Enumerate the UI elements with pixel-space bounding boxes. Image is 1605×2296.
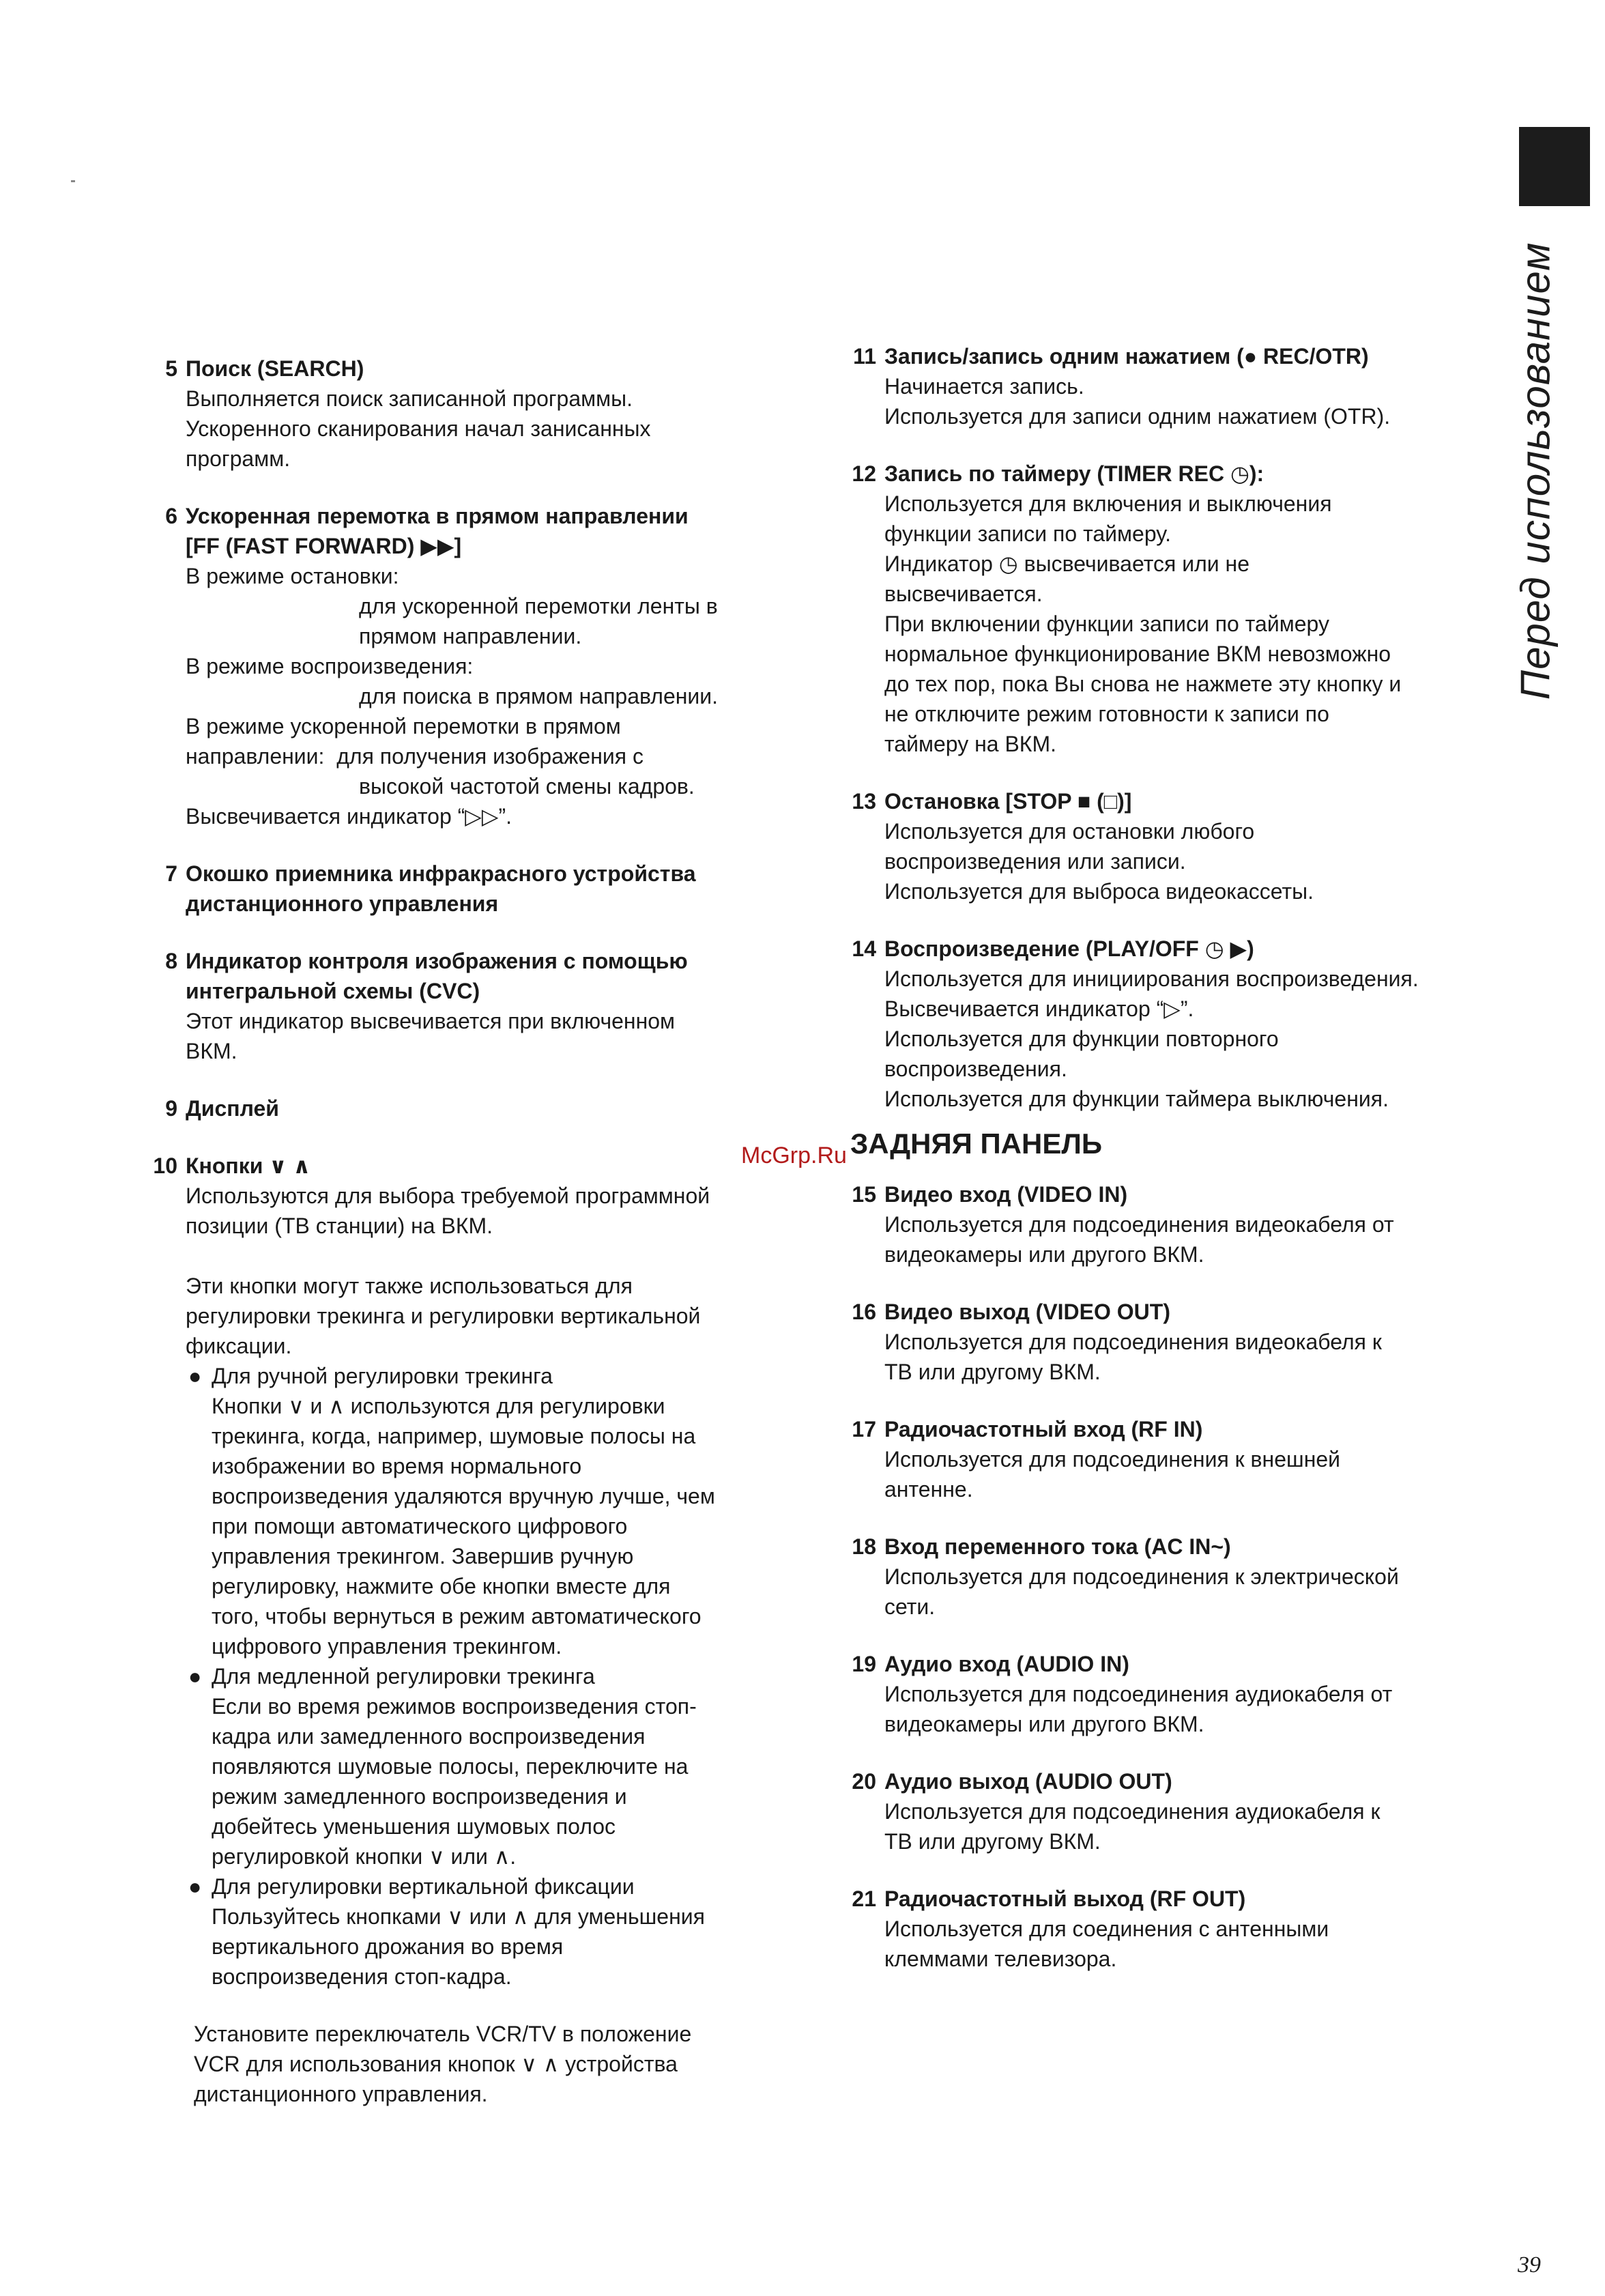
item-number: 8 [165, 949, 177, 973]
item-number: 10 [153, 1153, 177, 1178]
item-text: ВКМ. [186, 1039, 237, 1063]
item-text: программ. [186, 446, 291, 471]
item-heading: Радиочастотный вход (RF IN) [884, 1417, 1203, 1441]
item-heading: Ускоренная перемотка в прямом направлении [186, 504, 689, 528]
item-text: В режиме ускоренной перемотки в прямом [186, 714, 621, 738]
item-text: Используется для инициирования воспроизведения. [884, 966, 1419, 991]
item-text: высвечивается. [884, 582, 1043, 606]
item-10 [143, 1151, 812, 1992]
bullet-dot: ● [188, 1664, 202, 1689]
item-text: Высвечивается индикатор “▷▷”. [186, 804, 512, 829]
bullet-line: цифрового управления трекингом. [212, 1634, 562, 1659]
item-text: сети. [884, 1594, 936, 1619]
item-text: Используется для записи одним нажатием (OTR). [884, 404, 1391, 429]
item-number: 19 [852, 1652, 876, 1676]
item-19 [842, 1649, 1518, 1739]
item-text: Используется для подсоединения видеокабеля от [884, 1212, 1394, 1237]
item-text: Эти кнопки могут также использоваться для [186, 1274, 633, 1298]
item-text: клеммами телевизора. [884, 1947, 1117, 1971]
item-heading: Запись по таймеру (TIMER REC ◷): [884, 461, 1264, 486]
bullet-slow-tracking [186, 1661, 812, 1871]
item-number: 14 [852, 936, 876, 961]
item-13 [842, 786, 1518, 906]
item-text: Используются для выбора требуемой программной [186, 1183, 710, 1208]
item-number: 15 [852, 1182, 876, 1207]
note-line: дистанционного управления. [194, 2082, 488, 2106]
bullet-vertical-lock [186, 1871, 812, 1992]
item-text: видеокамеры или другого ВКМ. [884, 1242, 1204, 1267]
item-text: Используется для подсоединения к внешней [884, 1447, 1341, 1472]
item-heading: Кнопки ∨ ∧ [186, 1153, 311, 1178]
item-text: Используется для подсоединения аудиокабеля к [884, 1799, 1380, 1824]
item-heading: Видео вход (VIDEO IN) [884, 1182, 1128, 1207]
item-number: 20 [852, 1769, 876, 1794]
item-text: Этот индикатор высвечивается при включенном [186, 1009, 676, 1033]
site-watermark: McGrp.Ru [741, 1143, 847, 1168]
item-number: 11 [853, 344, 876, 369]
item-text: Используется для подсоединения аудиокабеля от [884, 1682, 1393, 1706]
item-text: Ускоренного сканирования начал занисанных [186, 416, 651, 441]
item-text: прямом направлении. [359, 624, 582, 648]
note-line: VCR для использования кнопок ∨ ∧ устройства [194, 2052, 678, 2076]
item-18 [842, 1532, 1518, 1622]
item-text: В режиме остановки: [186, 564, 399, 588]
item-text: ТВ или другому ВКМ. [884, 1360, 1101, 1384]
item-text: При включении функции записи по таймеру [884, 612, 1329, 636]
section-tab-marker [1519, 127, 1590, 206]
item-6 [143, 501, 812, 831]
item-12 [842, 459, 1518, 759]
page-number: 39 [1518, 2252, 1541, 2278]
note-line: Установите переключатель VCR/TV в положение [194, 2022, 692, 2046]
bullet-line: при помощи автоматического цифрового [212, 1514, 628, 1538]
item-text: ТВ или другому ВКМ. [884, 1829, 1101, 1854]
item-number: 21 [852, 1886, 876, 1911]
item-text: нормальное функционирование ВКМ невозможно [884, 642, 1391, 666]
bullet-line: трекинга, когда, например, шумовые полосы на [212, 1424, 696, 1448]
bullet-line: Кнопки ∨ и ∧ используются для регулировки [212, 1394, 665, 1418]
bullet-line: вертикального дрожания во время [212, 1934, 564, 1959]
item-text: Выполняется поиск записанной программы. [186, 386, 633, 411]
item-text: для ускоренной перемотки ленты в [359, 594, 718, 618]
item-17 [842, 1414, 1518, 1504]
item-text: для поиска в прямом направлении. [359, 684, 719, 708]
item-text: В режиме воспроизведения: [186, 654, 474, 678]
item-14 [842, 934, 1518, 1114]
bullet-line: изображении во время нормального [212, 1454, 582, 1478]
bullet-line: Для медленной регулировки трекинга [212, 1664, 595, 1689]
bullet-line: Для регулировки вертикальной фиксации [212, 1874, 635, 1899]
item-number: 12 [852, 461, 876, 486]
item-number: 16 [852, 1300, 876, 1324]
item-21 [842, 1884, 1518, 1974]
bullet-line: Пользуйтесь кнопками ∨ или ∧ для уменьшения [212, 1904, 705, 1929]
item-text: Используется для функции повторного [884, 1027, 1279, 1051]
bullet-line: добейтесь уменьшения шумовых полос [212, 1814, 616, 1839]
left-column [143, 354, 812, 2109]
final-note [143, 2019, 812, 2109]
item-heading: Воспроизведение (PLAY/OFF ◷ ▶) [884, 936, 1254, 961]
bullet-manual-tracking [186, 1361, 812, 1661]
item-text: Используется для подсоединения видеокабеля к [884, 1330, 1382, 1354]
bullet-dot: ● [188, 1364, 202, 1388]
bullet-line: управления трекингом. Завершив ручную [212, 1544, 634, 1568]
item-heading: Поиск (SEARCH) [186, 356, 364, 381]
bullet-line: того, чтобы вернуться в режим автоматического [212, 1604, 702, 1628]
item-text: Высвечивается индикатор “▷”. [884, 996, 1194, 1021]
item-heading: Индикатор контроля изображения с помощью [186, 949, 688, 973]
item-text: позиции (ТВ станции) на ВКМ. [186, 1214, 493, 1238]
item-number: 6 [165, 504, 177, 528]
item-text: антенне. [884, 1477, 973, 1502]
item-heading: [FF (FAST FORWARD) ▶▶] [186, 534, 462, 558]
item-text: Используется для включения и выключения [884, 491, 1332, 516]
item-heading: Аудио выход (AUDIO OUT) [884, 1769, 1172, 1794]
item-heading: дистанционного управления [186, 891, 499, 916]
item-text: Начинается запись. [884, 374, 1084, 399]
item-heading: Видео выход (VIDEO OUT) [884, 1300, 1170, 1324]
item-heading: Радиочастотный выход (RF OUT) [884, 1886, 1246, 1911]
bullet-line: воспроизведения стоп-кадра. [212, 1964, 512, 1989]
item-text: таймеру на ВКМ. [884, 732, 1056, 756]
bullet-line: воспроизведения удаляются вручную лучше, чем [212, 1484, 715, 1508]
item-text: фиксации. [186, 1334, 292, 1358]
item-text: направлении: для получения изображения с [186, 744, 644, 769]
right-column [842, 341, 1518, 1974]
item-text: функции записи по таймеру. [884, 521, 1171, 546]
bullet-line: Для ручной регулировки трекинга [212, 1364, 553, 1388]
item-text: до тех пор, пока Вы снова не нажмете эту кнопку и [884, 672, 1402, 696]
item-number: 5 [165, 356, 177, 381]
item-number: 13 [852, 789, 876, 814]
item-heading: Запись/запись одним нажатием (● REC/OTR) [884, 344, 1369, 369]
item-16 [842, 1297, 1518, 1387]
item-text: Индикатор ◷ высвечивается или не [884, 551, 1249, 576]
item-7 [143, 859, 812, 919]
item-text: высокой частотой смены кадров. [359, 774, 695, 799]
bullet-line: появляются шумовые полосы, переключите на [212, 1754, 689, 1779]
item-text: видеокамеры или другого ВКМ. [884, 1712, 1204, 1736]
item-text: Используется для функции таймера выключения. [884, 1087, 1389, 1111]
item-number: 17 [852, 1417, 876, 1441]
item-text: воспроизведения или записи. [884, 849, 1186, 874]
item-heading: Остановка [STOP ■ (□)] [884, 789, 1132, 814]
rear-panel-title: ЗАДНЯЯ ПАНЕЛЬ [850, 1128, 1103, 1160]
item-number: 9 [165, 1096, 177, 1121]
bullet-line: регулировку, нажмите обе кнопки вместе для [212, 1574, 671, 1598]
item-text: Используется для подсоединения к электрической [884, 1564, 1399, 1589]
item-number: 18 [852, 1534, 876, 1559]
side-section-title: Перед использованием [1512, 242, 1559, 700]
item-11 [842, 341, 1518, 431]
item-5 [143, 354, 812, 474]
item-heading: интегральной схемы (CVC) [186, 979, 480, 1003]
item-text: Используется для остановки любого [884, 819, 1255, 844]
bullet-line: Если во время режимов воспроизведения стоп- [212, 1694, 697, 1719]
item-heading: Дисплей [186, 1096, 279, 1121]
item-text: не отключите режим готовности к записи по [884, 702, 1329, 726]
item-heading: Аудио вход (AUDIO IN) [884, 1652, 1129, 1676]
item-15 [842, 1179, 1518, 1269]
item-8 [143, 946, 812, 1066]
scan-speck [71, 180, 75, 182]
item-20 [842, 1766, 1518, 1856]
item-text: Используется для выброса видеокассеты. [884, 879, 1314, 904]
item-text: воспроизведения. [884, 1057, 1067, 1081]
item-number: 7 [165, 861, 177, 886]
item-heading: Вход переменного тока (AC IN~) [884, 1534, 1231, 1559]
item-text: Используется для соединения с антенными [884, 1917, 1329, 1941]
bullet-line: режим замедленного воспроизведения и [212, 1784, 627, 1809]
item-heading: Окошко приемника инфракрасного устройства [186, 861, 696, 886]
item-text: регулировки трекинга и регулировки вертикальной [186, 1304, 701, 1328]
bullet-line: регулировкой кнопки ∨ или ∧. [212, 1844, 517, 1869]
item-9 [143, 1093, 812, 1123]
bullet-dot: ● [188, 1874, 202, 1899]
bullet-line: кадра или замедленного воспроизведения [212, 1724, 646, 1749]
